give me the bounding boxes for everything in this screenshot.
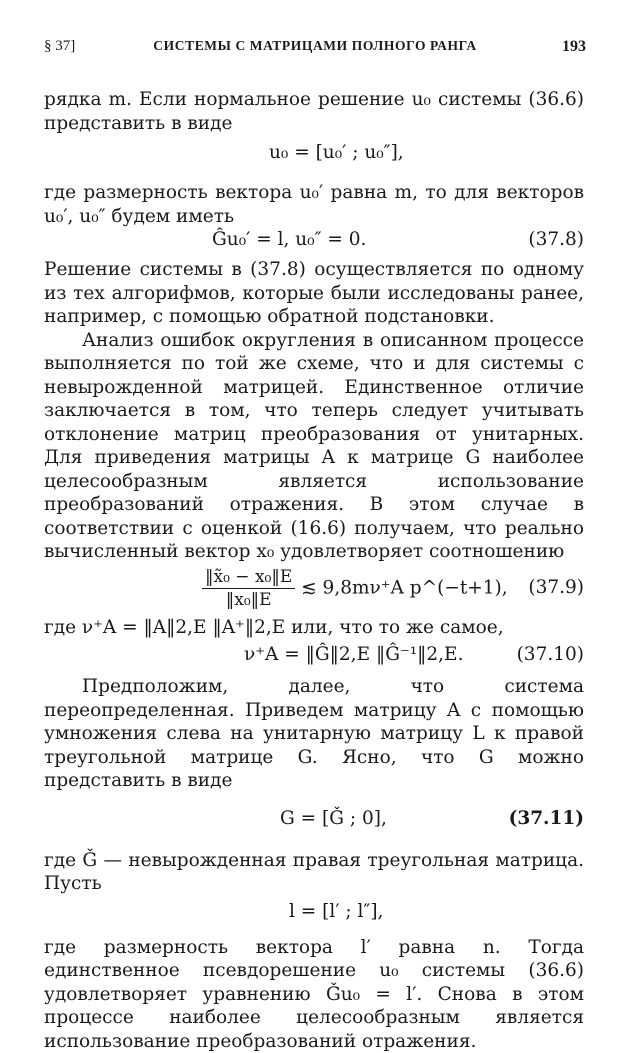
paragraph: где размерность вектора l′ равна n. Тогда единственное псевдорешение u₀ системы (36.6) удовлетворяет уравнению Ǧu₀ = l′. Снова в этом процессе наиболее целесообразным является использование преобразований отражения. — [44, 936, 584, 1053]
section-label: § 37] — [44, 38, 75, 55]
equation-37-10 — [44, 639, 584, 675]
running-header — [44, 38, 586, 60]
paragraph: Предположим, далее, что система переопределенная. Приведем матрицу A с помощью умножения слева на унитарную матрицу L к правой треугольной матрице G. Ясно, что G можно представить в виде — [44, 675, 584, 793]
equation-number: (37.8) — [528, 228, 584, 252]
denominator: ‖x₀‖E — [202, 589, 295, 611]
equation-u0 — [44, 135, 584, 181]
page-title: СИСТЕМЫ С МАТРИЦАМИ ПОЛНОГО РАНГА — [44, 38, 586, 54]
page-body — [44, 88, 584, 1053]
formula: G = [Ǧ ; 0], — [280, 807, 387, 831]
paragraph: Решение системы в (37.8) осуществляется по одному из тех алгорифмов, которые были исследованы ранее, например, с помощью обратной подстановки. — [44, 258, 584, 329]
equation-37-8 — [44, 228, 584, 258]
paragraph: где размерность вектора u₀′ равна m, то для векторов u₀′, u₀″ будем иметь — [44, 181, 584, 228]
formula: Ĝu₀′ = l, u₀″ = 0. — [212, 228, 366, 252]
paragraph: где Ǧ — невырожденная правая треугольная матрица. Пусть — [44, 849, 584, 896]
paragraph: рядка m. Если нормальное решение u₀ системы (36.6) представить в виде — [44, 88, 584, 135]
equation-number: (37.11) — [509, 807, 584, 831]
equation-37-9 — [44, 564, 584, 616]
numerator: ‖x̃₀ − x₀‖E — [202, 566, 295, 589]
equation-number: (37.10) — [517, 643, 584, 667]
fraction — [202, 566, 295, 611]
formula: ν⁺A = ‖Ĝ‖2,E ‖Ĝ⁻¹‖2,E. — [244, 643, 463, 667]
formula: l = [l′ ; l″], — [289, 900, 383, 924]
equation-number: (37.9) — [528, 576, 584, 600]
paragraph: Анализ ошибок округления в описанном процессе выполняется по той же схеме, что и для системы с невырожденной матрицей. Единственное отличие заключается в том, что теперь следует учитывать отклонение матриц преобразования от унитарных. Для приведения матрицы A к матрице G наиболее целесообразным является использование преобразований отражения. В этом случае в соответствии с оценкой (16.6) получаем, что реально вычисленный вектор x₀ удовлетворяет соотношению — [44, 329, 584, 564]
equation-l — [44, 896, 584, 936]
paragraph: где ν⁺A = ‖A‖2,E ‖A⁺‖2,E или, что то же самое, — [44, 616, 584, 640]
formula: u₀ = [u₀′ ; u₀″], — [269, 141, 404, 165]
equation-37-11 — [44, 793, 584, 849]
page-number: 193 — [562, 38, 586, 56]
inequality-rhs: ≲ 9,8mν⁺A p^(−t+1), — [301, 577, 507, 598]
